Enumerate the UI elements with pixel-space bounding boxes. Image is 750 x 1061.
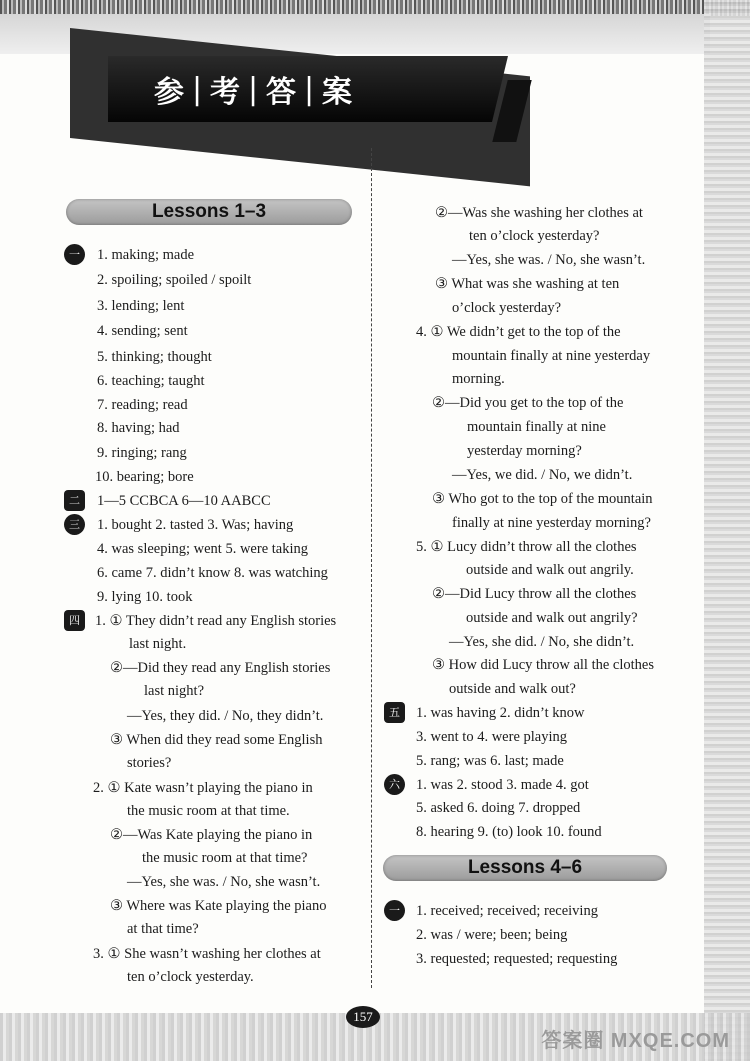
exercise-badge-1: 一 — [64, 244, 85, 265]
answer-line: 10. bearing; bore — [95, 469, 194, 485]
answer-line: o’clock yesterday? — [452, 300, 562, 316]
answer-line: —Yes, she did. / No, she didn’t. — [449, 634, 635, 650]
answer-line: 1—5 CCBCA 6—10 AABCC — [97, 493, 271, 509]
answer-line: 1. bought 2. tasted 3. Was; having — [97, 517, 294, 533]
answer-line: 5. thinking; thought — [97, 349, 212, 365]
page-title — [150, 64, 410, 114]
answer-line: ③ What was she washing at ten — [435, 276, 620, 292]
answer-line: at that time? — [127, 921, 199, 937]
scan-edge-right — [704, 0, 750, 1061]
answer-line: 2. spoiling; spoiled / spoilt — [97, 272, 252, 288]
title-separator: | — [247, 71, 261, 107]
answer-line: outside and walk out angrily? — [466, 610, 638, 626]
answer-line: morning. — [452, 371, 505, 387]
page-number: 157 — [346, 1006, 380, 1028]
section-heading-lessons-4-6 — [383, 855, 667, 881]
answer-line: 5. rang; was 6. last; made — [416, 753, 564, 769]
answer-line: 6. came 7. didn’t know 8. was watching — [97, 565, 328, 581]
answer-line: mountain finally at nine — [467, 419, 606, 435]
answer-line: ②—Was she washing her clothes at — [435, 205, 643, 221]
answer-line: ③ How did Lucy throw all the clothes — [432, 657, 654, 673]
answer-line: 8. having; had — [97, 420, 180, 436]
answer-line: 1. was having 2. didn’t know — [416, 705, 585, 721]
answer-line: 3. ① She wasn’t washing her clothes at — [93, 946, 321, 962]
answer-line: 1. was 2. stood 3. made 4. got — [416, 777, 589, 793]
answer-line: —Yes, they did. / No, they didn’t. — [127, 708, 324, 724]
answer-line: 7. reading; read — [97, 397, 188, 413]
answer-line: 1. making; made — [97, 247, 195, 263]
title-char: 考 — [210, 75, 242, 110]
answer-line: mountain finally at nine yesterday — [452, 348, 651, 364]
exercise-badge-5: 五 — [384, 702, 405, 723]
answer-line: the music room at that time? — [142, 850, 308, 866]
answer-line: 3. went to 4. were playing — [416, 729, 568, 745]
answer-line: 9. ringing; rang — [97, 445, 187, 461]
answer-line: 5. ① Lucy didn’t throw all the clothes — [416, 539, 637, 555]
exercise-badge-4: 四 — [64, 610, 85, 631]
answer-line: ③ When did they read some English — [110, 732, 323, 748]
answer-line: ③ Where was Kate playing the piano — [110, 898, 327, 914]
section-heading-text: Lessons 1–3 — [151, 201, 267, 222]
answer-line: outside and walk out? — [449, 681, 576, 697]
section-heading-lessons-1-3 — [66, 199, 352, 225]
answer-line: last night? — [144, 683, 205, 699]
answer-line: ②—Did they read any English stories — [110, 660, 331, 676]
answer-line: ②—Did Lucy throw all the clothes — [432, 586, 637, 602]
answer-line: —Yes, she was. / No, she wasn’t. — [452, 252, 646, 268]
answer-line: ②—Did you get to the top of the — [432, 395, 624, 411]
answer-line: last night. — [129, 636, 187, 652]
exercise-badge-3: 三 — [64, 514, 85, 535]
exercise-badge-7: 一 — [384, 900, 405, 921]
answer-line: yesterday morning? — [467, 443, 582, 459]
title-separator: | — [303, 71, 317, 107]
answer-line: the music room at that time. — [127, 803, 290, 819]
answer-line: —Yes, she was. / No, she wasn’t. — [127, 874, 321, 890]
answer-line: 1. received; received; receiving — [416, 903, 598, 919]
answer-line: 8. hearing 9. (to) look 10. found — [416, 824, 602, 840]
title-separator: | — [191, 71, 205, 107]
answer-line: 2. ① Kate wasn’t playing the piano in — [93, 780, 313, 796]
answer-line: 4. was sleeping; went 5. were taking — [97, 541, 309, 557]
answer-line: ③ Who got to the top of the mountain — [432, 491, 653, 507]
column-divider — [371, 148, 372, 988]
answer-line: 1. ① They didn’t read any English stories — [95, 613, 337, 629]
title-char: 答 — [266, 75, 298, 110]
answer-line: 4. sending; sent — [97, 323, 188, 339]
answer-line: stories? — [127, 755, 172, 771]
title-char: 案 — [322, 75, 354, 110]
title-char: 参 — [154, 75, 186, 110]
watermark: 答案圈 MXQE.COM — [541, 1030, 730, 1052]
answer-line: finally at nine yesterday morning? — [452, 515, 651, 531]
answer-line: 2. was / were; been; being — [416, 927, 568, 943]
section-heading-text: Lessons 4–6 — [467, 857, 583, 878]
answer-line: ten o’clock yesterday? — [469, 228, 600, 244]
answer-line: —Yes, we did. / No, we didn’t. — [452, 467, 633, 483]
exercise-badge-6: 六 — [384, 774, 405, 795]
answer-line: 3. requested; requested; requesting — [416, 951, 618, 967]
answer-line: 6. teaching; taught — [97, 373, 205, 389]
answer-line: ②—Was Kate playing the piano in — [110, 827, 313, 843]
answer-line: outside and walk out angrily. — [466, 562, 634, 578]
answer-line: 5. asked 6. doing 7. dropped — [416, 800, 581, 816]
answer-line: ten o’clock yesterday. — [127, 969, 254, 985]
answer-line: 9. lying 10. took — [97, 589, 193, 605]
exercise-badge-2: 二 — [64, 490, 85, 511]
answer-line: 4. ① We didn’t get to the top of the — [416, 324, 621, 340]
answer-line: 3. lending; lent — [97, 298, 185, 314]
